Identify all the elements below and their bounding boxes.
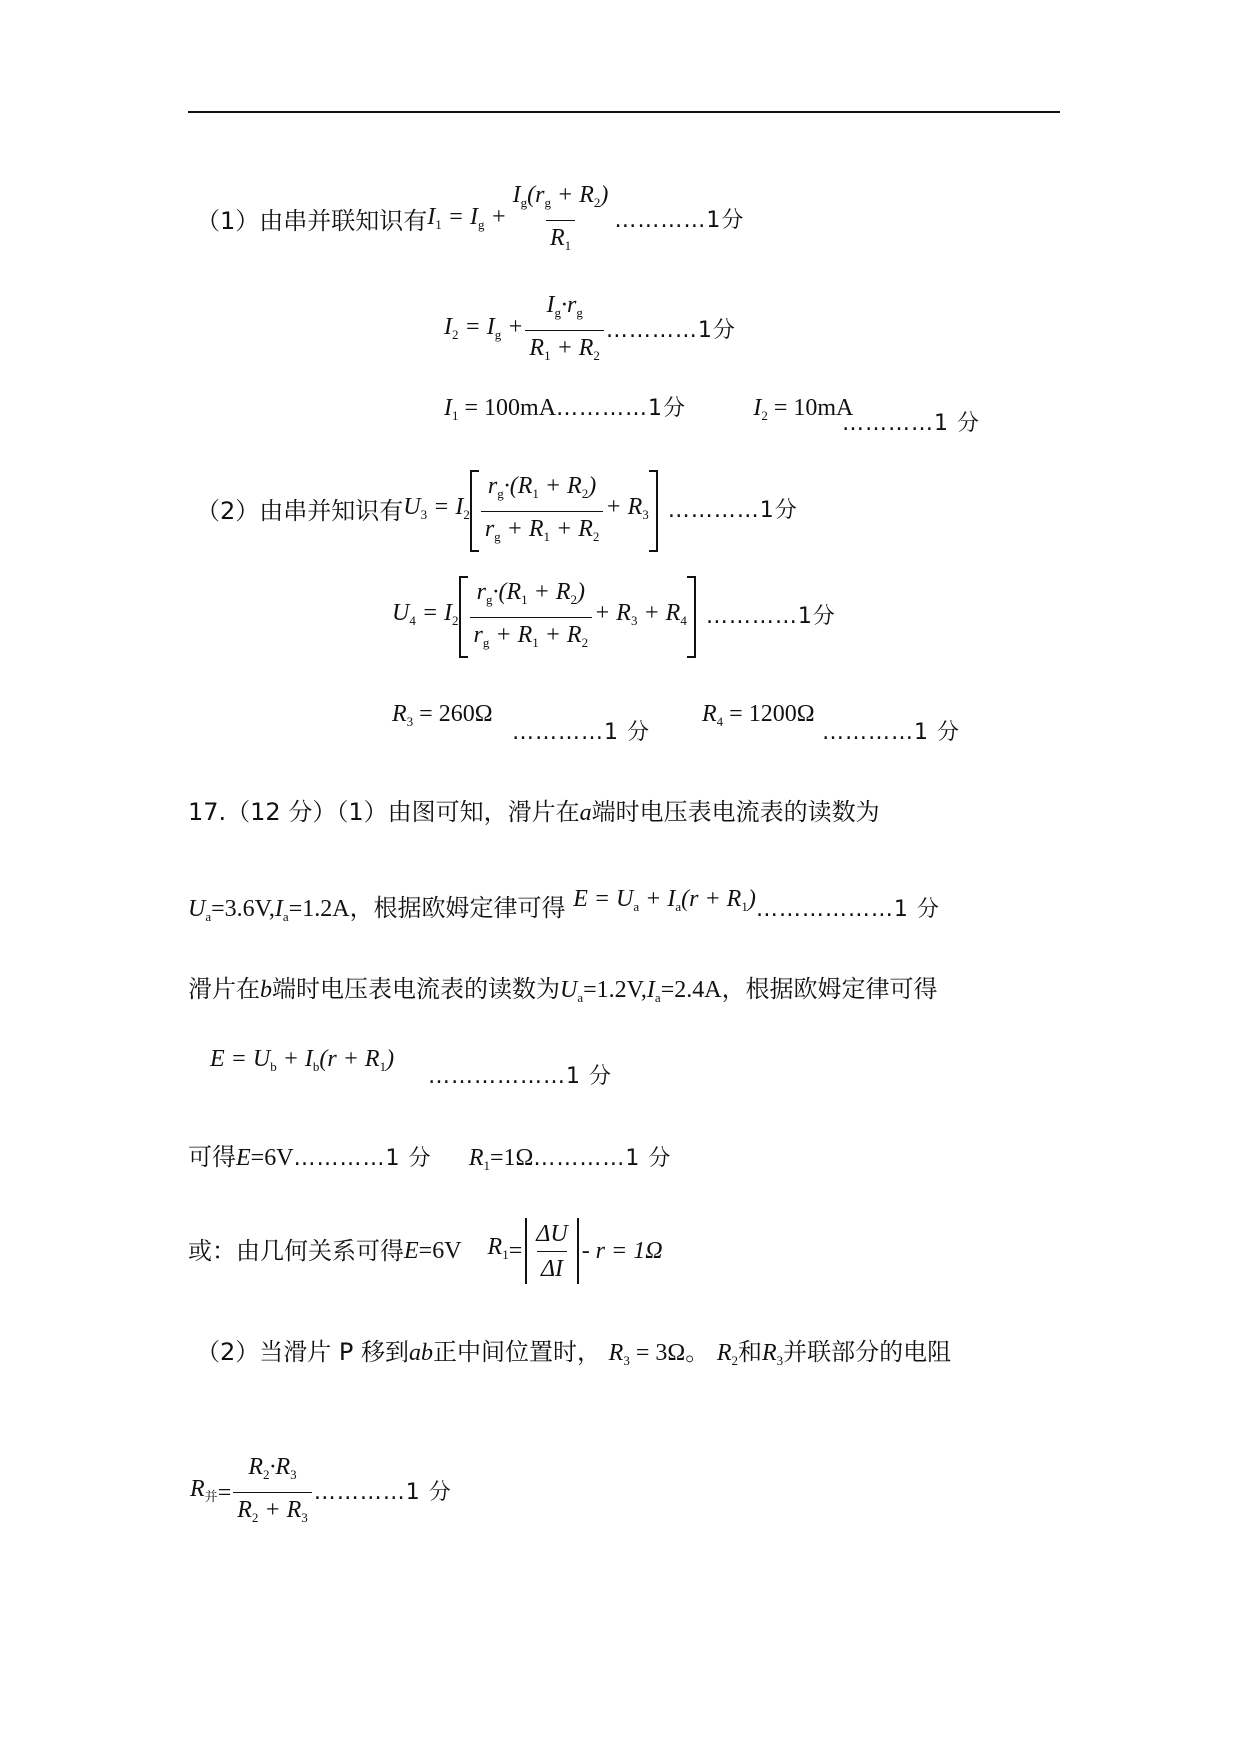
text: 端时电压表电流表的读数为	[272, 975, 560, 1003]
q17-heading-text: 17.（12 分）（1）由图可知，滑片在	[188, 798, 580, 826]
score-mark: …………1分	[556, 396, 687, 421]
result-i1: $I_1$	[444, 395, 459, 423]
ub-value: =1.2V,	[583, 977, 647, 1003]
ib: $I_a$	[646, 977, 661, 1005]
eq4-tail: + $R_3 + R_4$	[594, 600, 687, 628]
q17-line7	[196, 1337, 951, 1376]
text: 滑片在	[188, 975, 260, 1003]
score-mark: …………1 分	[293, 1146, 432, 1171]
eq4-lhs: $U_4 = I_2$	[392, 600, 459, 628]
r1-value: =1Ω	[490, 1145, 534, 1171]
score-mark: …………1 分	[533, 1146, 672, 1171]
result-r4: $R_4$	[702, 701, 724, 729]
result-i1-value: = 100mA	[458, 395, 557, 421]
abs-bar-right	[577, 1218, 579, 1284]
part1-label: （1）由串并联知识有	[196, 206, 428, 235]
var-ab: ab	[409, 1340, 433, 1366]
part1-eq1-line	[196, 180, 744, 261]
score-mark: …………1分	[605, 317, 736, 343]
ub: $U_a$	[560, 977, 584, 1005]
q17-heading	[188, 797, 880, 828]
eq3-lhs: $U_3 = I_2$	[403, 494, 470, 522]
left-bracket	[470, 470, 479, 552]
ohm-law-text: ，根据欧姆定律可得	[349, 894, 566, 922]
part1-results-score	[842, 407, 980, 439]
score-mark: …………1 分	[822, 720, 960, 745]
result-r4-value: = 1200Ω	[723, 701, 815, 727]
text: 可得	[188, 1143, 236, 1171]
result-r3: $R_3$	[392, 701, 414, 729]
part2-result-r4-score	[822, 716, 960, 748]
result-i2-value: = 10mA	[767, 395, 854, 421]
var-a: a	[579, 800, 592, 826]
text: 正中间位置时，	[433, 1338, 601, 1366]
score-mark: …………1分	[667, 498, 798, 523]
score-mark: …………1 分	[512, 720, 650, 745]
q17-heading-rest: 端时电压表电流表的读数为	[591, 798, 880, 826]
ia: $I_a$	[274, 896, 289, 924]
var-b: b	[260, 977, 272, 1003]
text: （2）当滑片 P 移到	[196, 1338, 409, 1366]
score-mark: …………1分	[705, 604, 836, 629]
eq2-fraction: $\frac{I_g\cdot r_g}{R_1 + R_2}$	[525, 290, 604, 371]
q17-line4-score	[428, 1060, 612, 1092]
var-r-parallel: $R_并$	[190, 1475, 218, 1504]
eq-tail: - r = 1Ω	[581, 1238, 663, 1264]
eq4-fraction: $\frac{r_g\cdot(R_1 + R_2)}{r_g + R_1 + R_2}$	[470, 577, 593, 658]
ia-value: =1.2A	[288, 896, 350, 922]
score-mark: ………………1 分	[428, 1064, 612, 1089]
eq-b: $E = U_b + I_b(r + R_1)$	[210, 1046, 395, 1074]
equals: =	[217, 1479, 232, 1506]
score-mark: ………………1 分	[755, 897, 940, 922]
var-r3: $R_3$	[762, 1340, 784, 1368]
var-r2: $R_2$	[716, 1340, 738, 1368]
var-r3: $R_3$	[608, 1340, 630, 1368]
parallel-fraction: $\frac{R_2\cdot R_3}{R_2 + R_3}$	[233, 1452, 312, 1533]
text: ，根据欧姆定律可得	[721, 975, 938, 1003]
eq3-tail: + $R_3$	[605, 494, 649, 522]
q17-line2	[188, 886, 940, 932]
equals: =	[508, 1238, 523, 1264]
left-bracket	[459, 576, 468, 658]
q17-line5	[188, 1142, 671, 1181]
var-r1: $R_1$	[468, 1145, 490, 1173]
var-e: E	[404, 1238, 419, 1264]
ua: $U_a$	[188, 896, 212, 924]
eq3-fraction: $\frac{r_g\cdot(R_1 + R_2)}{r_g + R_1 + R_2}$	[481, 471, 604, 552]
eq1-fraction: $\frac{I_g(r_g + R_2)}{R_1}$	[509, 180, 613, 261]
header-rule	[188, 111, 1060, 113]
delta-fraction: $\frac{\Delta U}{\Delta I}$	[536, 1220, 568, 1282]
var-r1: $R_1$	[487, 1234, 509, 1262]
q17-line3	[188, 974, 938, 1013]
ua-value: =3.6V,	[211, 896, 275, 922]
eq-a: $E = U_a + I_a(r + R_1)$	[573, 886, 756, 914]
var-e: E	[236, 1145, 251, 1171]
part2-result-r4	[702, 698, 815, 737]
text: 并联部分的电阻	[783, 1338, 952, 1366]
result-r3-value: = 260Ω	[413, 701, 493, 727]
q17-line6	[188, 1218, 663, 1284]
part2-result-r3-score	[512, 716, 650, 748]
part1-eq2-line	[444, 290, 736, 371]
text: 。	[685, 1338, 710, 1366]
score-mark: …………1分	[614, 207, 745, 233]
q17-line8	[190, 1452, 452, 1533]
eq2-lhs: $I_2 = I_g$ +	[444, 313, 524, 342]
ib-value: =2.4A	[660, 977, 722, 1003]
score-mark: …………1 分	[842, 411, 980, 436]
e-value: =6V	[418, 1238, 462, 1264]
part2-result-r3	[392, 698, 493, 737]
eq1-lhs: $I_1 = I_g$ +	[427, 203, 507, 232]
part2-eq4-line	[392, 576, 836, 658]
right-bracket	[687, 576, 696, 658]
part1-results-line	[444, 392, 853, 431]
text: 或：由几何关系可得	[188, 1237, 404, 1265]
right-bracket	[649, 470, 658, 552]
result-i2: $I_2$	[753, 395, 768, 423]
q17-line4	[210, 1043, 394, 1082]
e-value: =6V	[250, 1145, 294, 1171]
r3-value: = 3Ω	[629, 1340, 686, 1366]
part2-label: （2）由串并知识有	[196, 497, 404, 525]
score-mark: …………1 分	[313, 1479, 452, 1505]
abs-bar-left	[525, 1218, 527, 1284]
part2-eq3-line	[196, 470, 798, 552]
text: 和	[738, 1338, 762, 1366]
